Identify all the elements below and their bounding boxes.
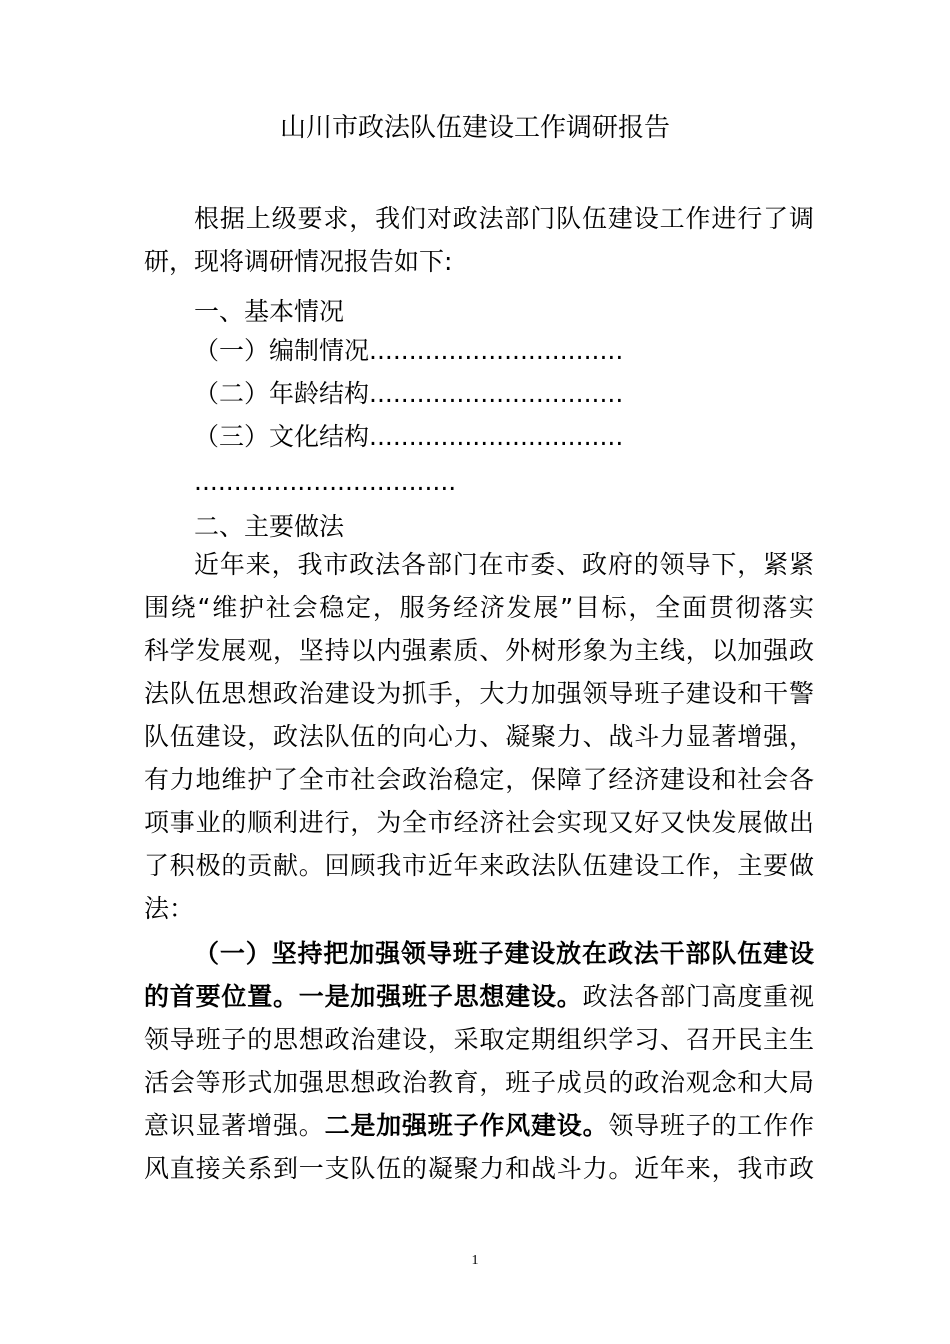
paragraph-line: 近年来，我市政法各部门在市委、政府的领导下，紧紧 xyxy=(194,550,814,579)
paragraph-text: 意识显著增强。 xyxy=(144,1111,325,1140)
section-1-item-3: （三）文化结构................................ xyxy=(194,422,624,451)
paragraph-line: 围绕“维护社会稳定，服务经济发展”目标，全面贯彻落实 xyxy=(144,593,814,622)
point-2-heading: 二是加强班子作风建设。 xyxy=(324,1111,609,1140)
section-2-heading: 二、主要做法 xyxy=(194,512,345,541)
paragraph-line: 有力地维护了全市社会政治稳定，保障了经济建设和社会各 xyxy=(144,765,814,794)
page-number: 1 xyxy=(471,1253,479,1268)
paragraph-line: 活会等形式加强思想政治教育，班子成员的政治观念和大局 xyxy=(144,1068,814,1097)
paragraph-text: 领导班子的工作作 xyxy=(608,1111,814,1140)
paragraph-line: 科学发展观，坚持以内强素质、外树形象为主线，以加强政 xyxy=(144,636,814,665)
paragraph-line: 法队伍思想政治建设为抓手，大力加强领导班子建设和干警 xyxy=(144,679,814,708)
paragraph-line: 法： xyxy=(144,894,195,923)
intro-line-2: 研，现将调研情况报告如下: xyxy=(144,247,453,276)
section-1-item-1: （一）编制情况................................ xyxy=(194,336,624,365)
paragraph-line: 队伍建设，政法队伍的向心力、凝聚力、战斗力显著增强， xyxy=(144,722,814,751)
subsection-1-line xyxy=(144,975,814,1018)
subsection-1-heading: （一）坚持把加强领导班子建设放在政法干部队伍建设 xyxy=(194,939,814,968)
section-1-ellipsis: ................................. xyxy=(194,467,457,496)
document-title: 山川市政法队伍建设工作调研报告 xyxy=(279,113,670,143)
intro-line-1: 根据上级要求，我们对政法部门队伍建设工作进行了调 xyxy=(194,204,814,233)
paragraph-line: 领导班子的思想政治建设，采取定期组织学习、召开民主生 xyxy=(144,1025,814,1054)
paragraph-text: 政法各部门高度重视 xyxy=(582,982,814,1011)
section-1-item-2: （二）年龄结构................................ xyxy=(194,379,624,408)
paragraph-line: 项事业的顺利进行，为全市经济社会实现又好又快发展做出 xyxy=(144,808,814,837)
section-1-heading: 一、基本情况 xyxy=(194,297,345,326)
paragraph-line: 了积极的贡献。回顾我市近年来政法队伍建设工作，主要做 xyxy=(144,851,814,880)
subsection-1-heading-end: 的首要位置。 xyxy=(144,982,299,1011)
paragraph-line: 风直接关系到一支队伍的凝聚力和战斗力。近年来，我市政 xyxy=(144,1154,814,1183)
point-1-heading: 一是加强班子思想建设。 xyxy=(298,982,583,1011)
subsection-1-line xyxy=(144,1104,814,1147)
